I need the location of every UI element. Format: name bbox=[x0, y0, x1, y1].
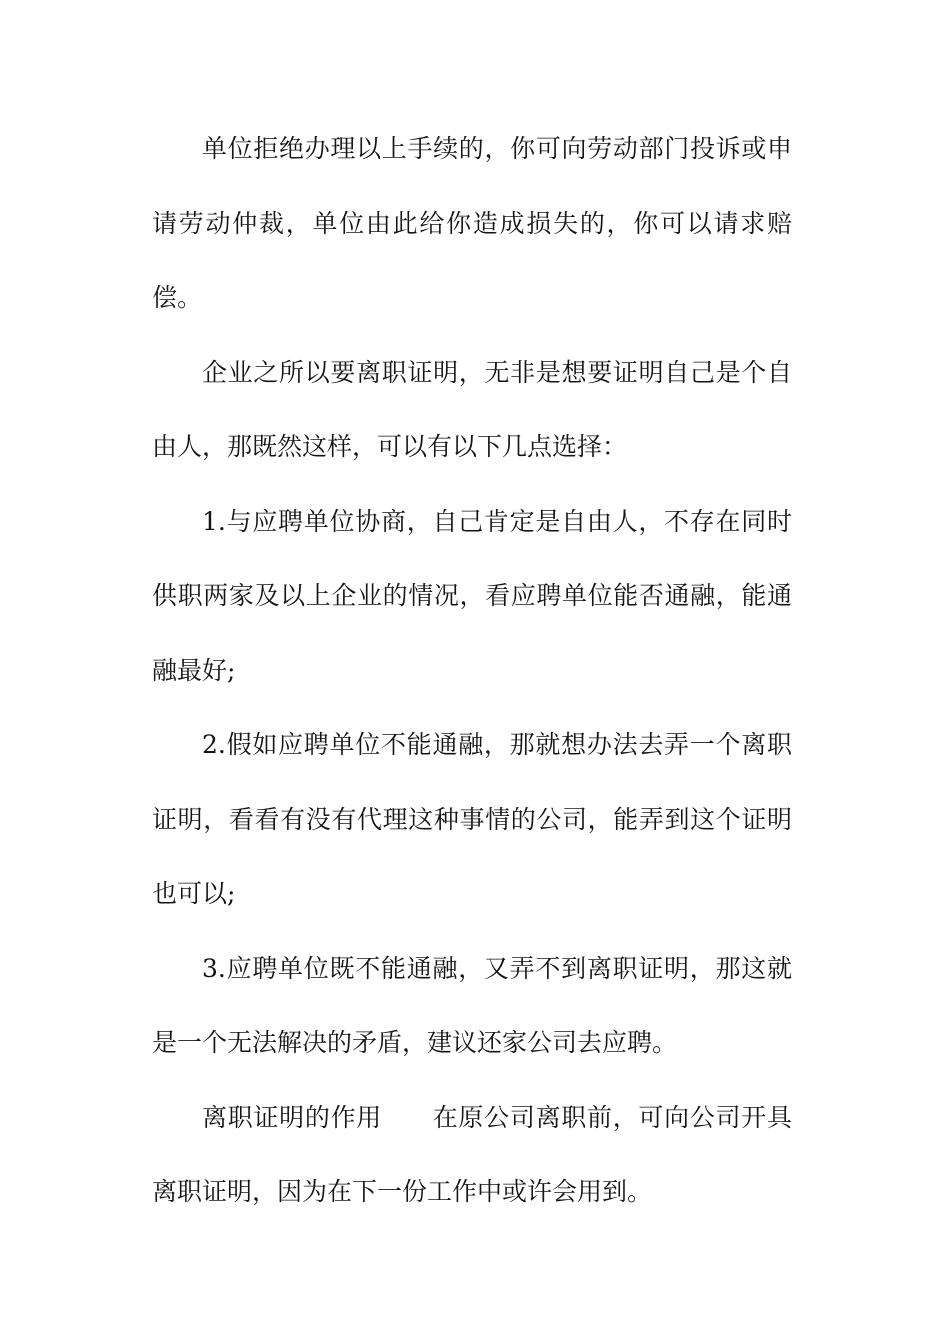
paragraph-option-2: 2.假如应聘单位不能通融，那就想办法去弄一个离职证明，看看有没有代理这种事情的公司，能弄到这个证明也可以; bbox=[152, 730, 792, 908]
paragraph-option-3: 3.应聘单位既不能通融，又弄不到离职证明，那这就是一个无法解决的矛盾，建议还家公司去应聘。 bbox=[152, 953, 792, 1057]
paragraph-certificate-role bbox=[152, 1081, 792, 1230]
document-body bbox=[152, 112, 792, 1230]
paragraph-purpose: 企业之所以要离职证明，无非是想要证明自己是个自由人，那既然这样，可以有以下几点选择： bbox=[152, 357, 792, 461]
section-heading: 离职证明的作用 bbox=[202, 1102, 382, 1132]
paragraph-complaint: 单位拒绝办理以上手续的，你可向劳动部门投诉或申请劳动仲裁，单位由此给你造成损失的，你可以请求赔偿。 bbox=[152, 134, 792, 312]
section-text: 在原公司离职前，可向公司开具离职证明，因为在下一份工作中或许会用到。 bbox=[152, 1102, 792, 1206]
paragraph-option-1: 1.与应聘单位协商，自己肯定是自由人，不存在同时供职两家及以上企业的情况，看应聘单位能否通融，能通融最好; bbox=[152, 506, 792, 685]
